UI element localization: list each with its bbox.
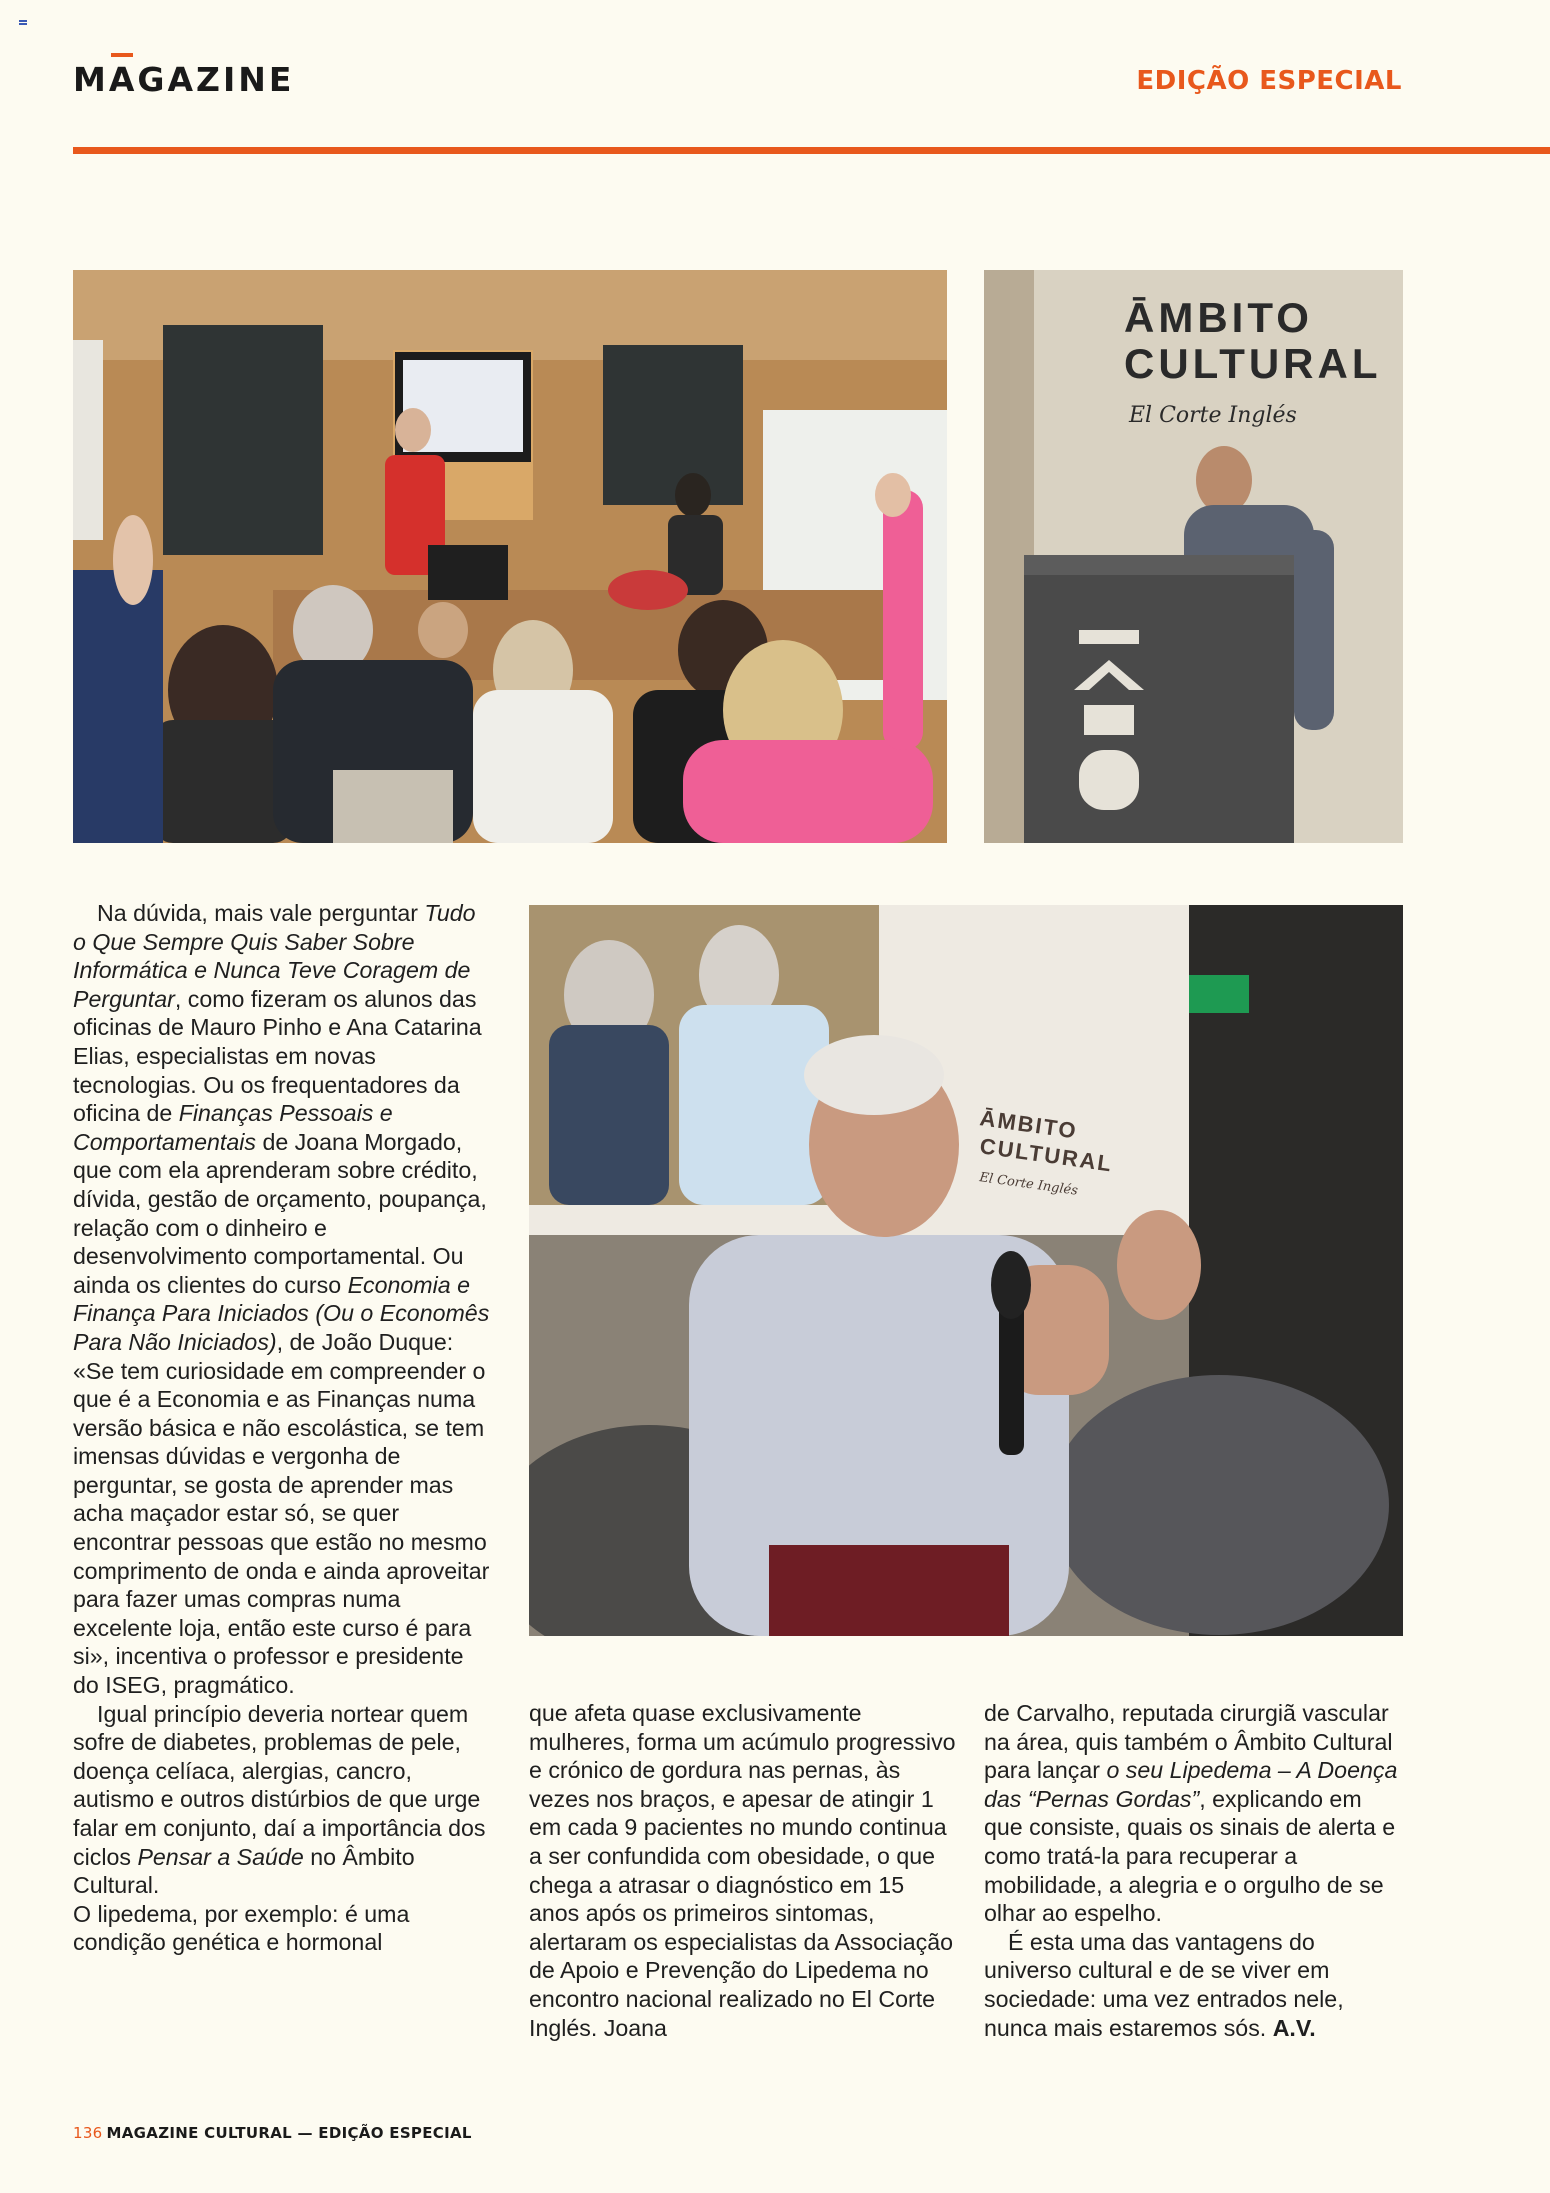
screen-logo-brand: El Corte Inglés [978,1170,1079,1199]
article-paragraph: Igual princípio deveria nortear quem sofre de diabetes, problemas de pele, doença celíaca, alergias, cancro, autismo e outros distúrbios de que urge falar em conjunto, daí a importância dos ciclos Pensar a Saúde no Âmbito Cultural. [73,1700,486,1899]
article-paragraph: Na dúvida, mais vale perguntar Tudo o Que Sempre Quis Saber Sobre Informática e Nunca Teve Coragem de Perguntar, como fizeram os alunos das oficinas de Mauro Pinho e Ana Catarina Elias, especialistas em novas tecnologias. Ou os frequentadores da oficina de Finanças Pessoais e Comportamentais de Joana Morgado, que com ela aprenderam sobre crédito, dívida, gestão de orçamento, poupança, relação com o dinheiro e desenvolvimento comportamental. Ou ainda os clientes do curso Economia e Finança Para Iniciados (Ou o Economês Para Não Iniciados), de João Duque: «Se tem curiosidade em compreender o que é a Economia e as Finanças numa versão básica e não escolástica, se tem imensas dúvidas e vergonha de perguntar, se gosta de aprender mas acha maçador estar só, se quer encontrar pessoas que estão no mesmo comprimento de onda e ainda aproveitar para fazer umas compras numa excelente loja, então este curso é para si», incentiva o professor e presidente do ISEG, pragmático. [73,900,490,1699]
photo-classroom [73,270,947,843]
author-initials: A.V. [1272,2014,1316,2041]
photo-podium-speaker [984,270,1403,843]
footer-label: MAGAZINE CULTURAL — EDIÇÃO ESPECIAL [106,2124,472,2142]
podium-sign-brand: El Corte Inglés [1129,403,1297,428]
podium-sign-line1: ĀMBITO [1124,294,1313,341]
article-column-3 [984,1699,1404,2042]
article-column-2 [529,1699,957,2042]
article-column-1 [73,899,493,1957]
masthead-logo: MAGAZINE [73,60,295,99]
screen-logo-line2: CULTURAL [978,1133,1115,1177]
article-paragraph: de Carvalho, reputada cirurgiã vascular na área, quis também o Âmbito Cultural para lançar o seu Lipedema – A Doença das “Pernas Gordas”, explicando em que consiste, quais os sinais de alerta e como tratá-la para recuperar a mobilidade, a alegria e o orgulho de se olhar ao espelho. [984,1700,1398,1927]
header-rule [73,147,1550,154]
article-paragraph: que afeta quase exclusivamente mulheres, forma um acúmulo progressivo e crónico de gordura nas pernas, às vezes nos braços, e apesar de atingir 1 em cada 9 pacientes no mundo continua a ser confundida com obesidade, o que chega a atrasar o diagnóstico em 15 anos após os primeiros sintomas, alertaram os especialistas da Associação de Apoio e Prevenção do Lipedema no encontro nacional realizado no El Corte Inglés. Joana [529,1700,956,2041]
podium-sign-line2: CULTURAL [1124,340,1382,387]
corner-mark [19,20,27,26]
screen-logo-line1: ĀMBITO [978,1105,1080,1144]
article-paragraph: O lipedema, por exemplo: é uma condição genética e hormonal [73,1900,410,1956]
photo-microphone-speaker [529,905,1403,1636]
page-footer [73,2124,472,2142]
article-paragraph: É esta uma das vantagens do universo cultural e de se viver em sociedade: uma vez entrados nele, nunca mais estaremos sós. A.V. [984,1928,1344,2041]
page-number: 136 [73,2124,103,2142]
edition-label: EDIÇÃO ESPECIAL [1136,66,1402,96]
